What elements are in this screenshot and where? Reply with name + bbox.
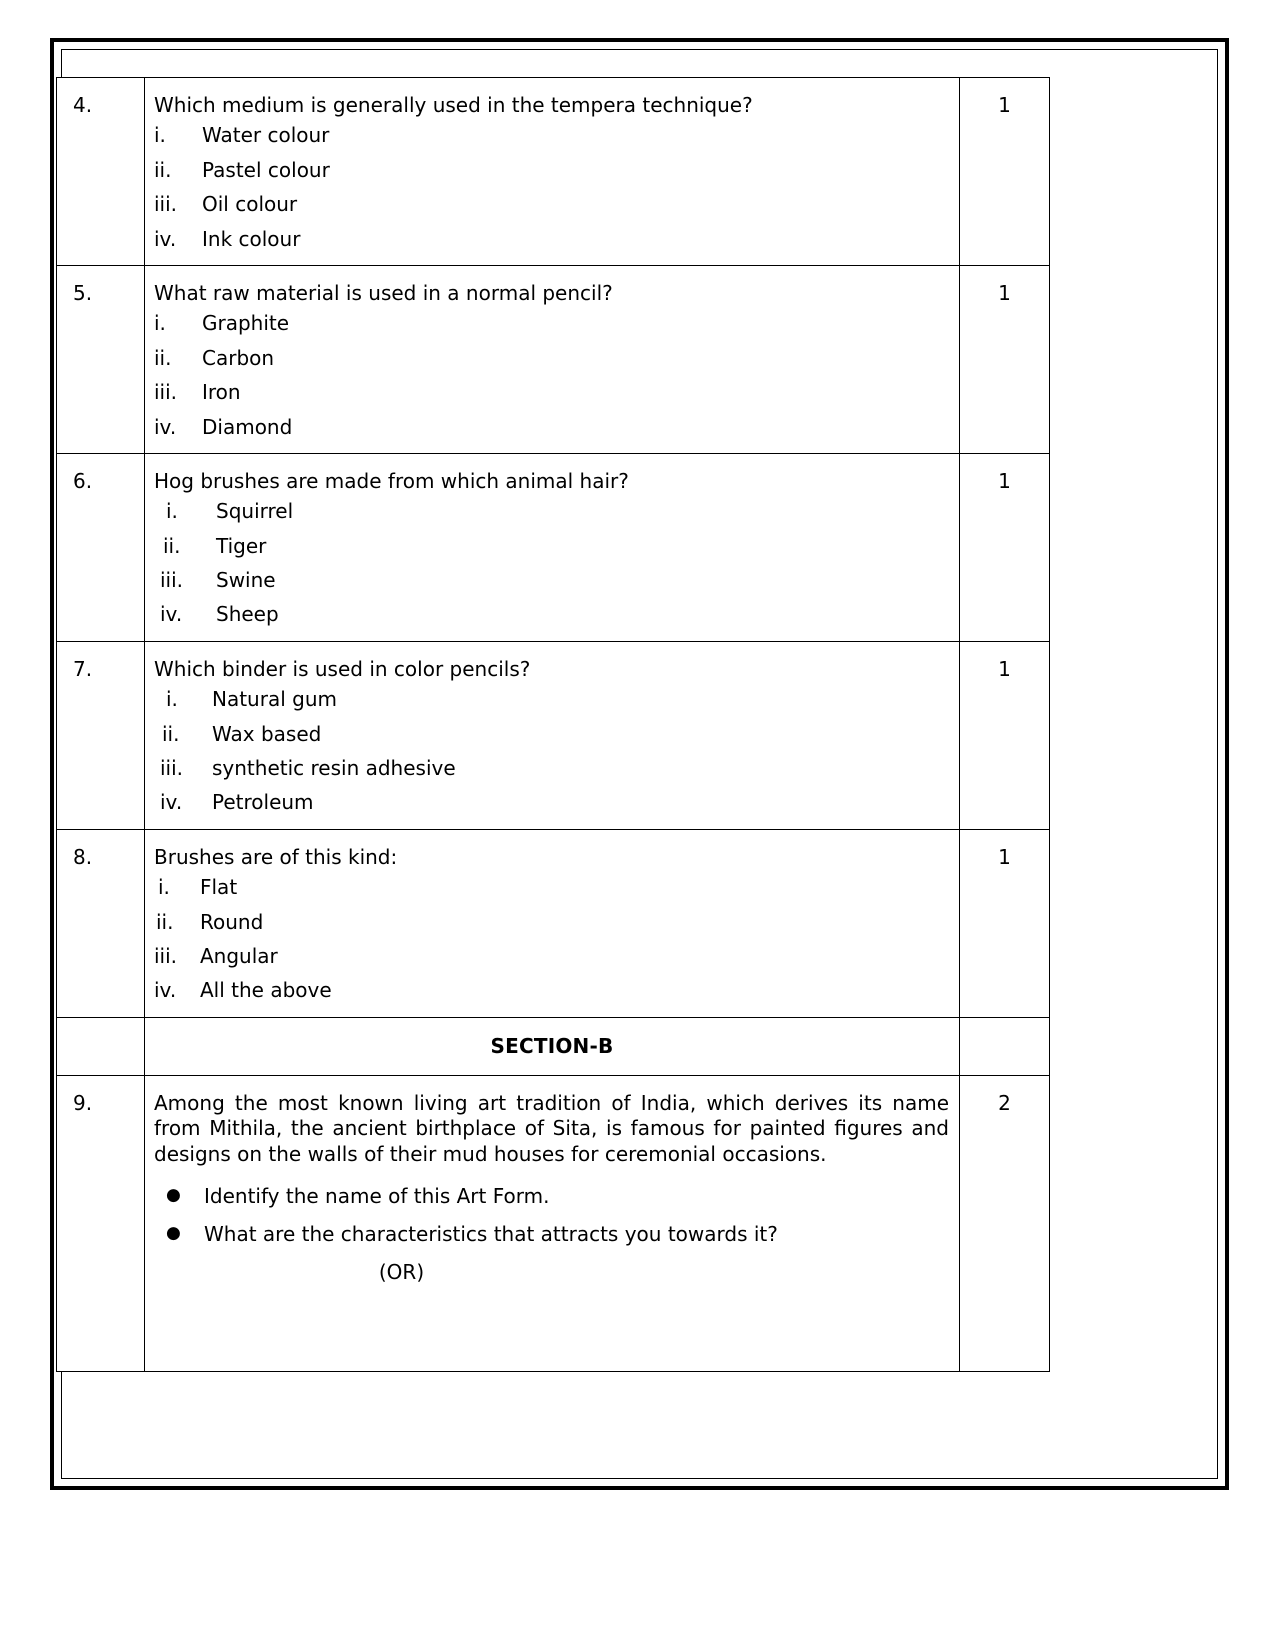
marks-cell — [960, 641, 1050, 829]
option-marker: i. — [154, 123, 166, 148]
or-separator: (OR) — [378, 1260, 425, 1285]
question-body-cell — [145, 453, 960, 641]
list-item — [166, 1184, 949, 1208]
list-item — [160, 499, 949, 523]
option-marker: i. — [166, 687, 178, 712]
question-number: 7. — [73, 656, 93, 681]
option-label: Water colour — [202, 123, 330, 148]
table-row — [57, 453, 1050, 641]
marks-value: 1 — [998, 656, 1011, 681]
question-number: 4. — [73, 93, 93, 117]
section-heading-cell — [145, 1017, 960, 1075]
question-number-cell — [57, 453, 145, 641]
table-row — [57, 1017, 1050, 1075]
marks-value: 2 — [998, 1090, 1011, 1115]
question-number-cell — [57, 78, 145, 266]
question-body-cell — [145, 265, 960, 453]
list-item — [160, 534, 949, 558]
question-table — [56, 77, 1050, 1372]
marks-value: 1 — [998, 468, 1011, 493]
question-number: 8. — [73, 844, 93, 869]
list-item — [154, 910, 949, 934]
question-text: What raw material is used in a normal pencil? — [154, 280, 613, 305]
option-label: Wax based — [212, 721, 322, 746]
list-item — [154, 944, 949, 968]
table-row — [57, 1075, 1050, 1371]
question-number-cell — [57, 1017, 145, 1075]
question-text: Brushes are of this kind: — [154, 844, 398, 869]
option-marker: iii. — [160, 756, 184, 781]
option-marker: iii. — [154, 943, 178, 968]
question-number-cell — [57, 265, 145, 453]
option-marker: iv. — [160, 602, 183, 627]
list-item — [160, 790, 949, 814]
question-body-cell — [145, 1075, 960, 1371]
marks-cell — [960, 1017, 1050, 1075]
sub-question-text: Identify the name of this Art Form. — [204, 1183, 550, 1208]
list-item — [154, 123, 949, 147]
option-label: synthetic resin adhesive — [212, 756, 456, 781]
option-list — [154, 499, 949, 627]
option-list — [154, 875, 949, 1003]
option-marker: iv. — [154, 414, 177, 439]
option-marker: iv. — [154, 978, 177, 1003]
question-body-cell — [145, 78, 960, 266]
question-number — [57, 1018, 144, 1035]
question-number: 6. — [73, 468, 93, 493]
option-marker: iii. — [154, 192, 178, 217]
marks-cell — [960, 829, 1050, 1017]
option-label: Pastel colour — [202, 157, 330, 182]
option-label: Sheep — [216, 602, 279, 627]
list-item — [154, 415, 949, 439]
option-label: Ink colour — [202, 226, 301, 251]
option-marker: ii. — [154, 345, 172, 370]
question-text: Which medium is generally used in the tempera technique? — [154, 93, 753, 117]
option-marker: ii. — [154, 157, 172, 182]
option-marker: iv. — [154, 226, 177, 251]
marks-value: 1 — [998, 280, 1011, 305]
option-label: Petroleum — [212, 790, 314, 815]
option-label: Squirrel — [216, 499, 294, 524]
option-marker: i. — [166, 499, 178, 524]
list-item — [160, 756, 949, 780]
list-item — [160, 687, 949, 711]
option-label: Natural gum — [212, 687, 337, 712]
sub-question-list — [154, 1184, 949, 1247]
marks-value: 1 — [998, 93, 1011, 117]
question-number: 5. — [73, 280, 93, 305]
table-row — [57, 641, 1050, 829]
option-label: Diamond — [202, 414, 293, 439]
question-number-cell — [57, 641, 145, 829]
list-item — [166, 1222, 949, 1246]
option-label: Iron — [202, 380, 241, 405]
option-list — [154, 311, 949, 439]
question-paragraph: Among the most known living art tradition of India, which derives its name from Mithila, the ancient birthplace of Sita, is famous for painted figures and designs on the walls of their mud houses for ceremonial occasions. — [154, 1090, 949, 1166]
marks-cell — [960, 1075, 1050, 1371]
question-body-cell — [145, 641, 960, 829]
bullet-dot-icon: ● — [166, 1222, 181, 1243]
list-item — [154, 875, 949, 899]
option-label: Flat — [200, 875, 238, 900]
question-number-cell — [57, 1075, 145, 1371]
marks-value: 1 — [998, 844, 1011, 869]
option-marker: iv. — [160, 790, 183, 815]
list-item — [160, 568, 949, 592]
option-list — [154, 123, 949, 251]
bullet-dot-icon: ● — [166, 1184, 181, 1205]
option-label: Angular — [200, 943, 278, 968]
list-item — [154, 380, 949, 404]
option-marker: iii. — [154, 380, 178, 405]
option-marker: ii. — [162, 721, 180, 746]
option-label: Tiger — [216, 533, 267, 558]
option-label: Oil colour — [202, 192, 298, 217]
option-marker: ii. — [163, 533, 181, 558]
option-label: Swine — [216, 568, 276, 593]
question-number-cell — [57, 829, 145, 1017]
option-label: Graphite — [202, 311, 290, 336]
table-row — [57, 78, 1050, 266]
option-marker: ii. — [156, 909, 174, 934]
answer-space — [154, 1285, 949, 1357]
list-item — [154, 311, 949, 335]
list-item — [160, 602, 949, 626]
option-label: All the above — [200, 978, 332, 1003]
marks-value — [960, 1018, 1049, 1035]
table-row — [57, 265, 1050, 453]
section-heading: SECTION-B — [490, 1033, 614, 1058]
sub-question-text: What are the characteristics that attracts you towards it? — [204, 1221, 778, 1246]
list-item — [154, 346, 949, 370]
list-item — [154, 978, 949, 1002]
option-marker: i. — [158, 875, 170, 900]
table-row — [57, 829, 1050, 1017]
question-text: Hog brushes are made from which animal hair? — [154, 468, 629, 493]
question-body-cell — [145, 829, 960, 1017]
list-item — [154, 158, 949, 182]
option-label: Round — [200, 909, 264, 934]
list-item — [154, 192, 949, 216]
question-number: 9. — [73, 1090, 93, 1115]
list-item — [154, 227, 949, 251]
marks-cell — [960, 265, 1050, 453]
option-marker: iii. — [160, 568, 184, 593]
option-list — [154, 687, 949, 815]
option-marker: i. — [154, 311, 166, 336]
list-item — [160, 722, 949, 746]
marks-cell — [960, 78, 1050, 266]
option-label: Carbon — [202, 345, 275, 370]
marks-cell — [960, 453, 1050, 641]
question-text: Which binder is used in color pencils? — [154, 656, 531, 681]
